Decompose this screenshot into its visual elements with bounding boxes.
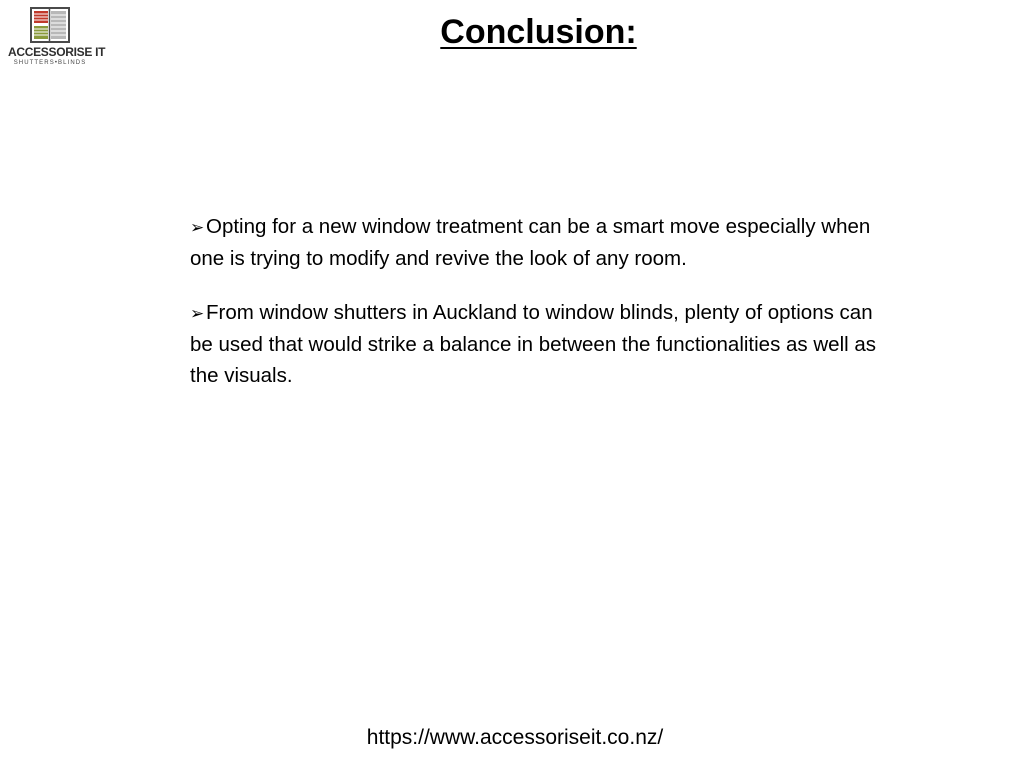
arrow-bullet-icon: ➢ [190, 218, 205, 237]
bullet-text: Opting for a new window treatment can be a smart move especially when one is trying to modify and revive the look of any room. [190, 215, 871, 270]
bullet-text: From window shutters in Auckland to window blinds, plenty of options can be used that would strike a balance in between the functionalities as well as the visuals. [190, 301, 877, 387]
bullet-item [190, 211, 890, 274]
logo-brand-name: ACCESSORISE IT [8, 45, 106, 59]
bullet-item [190, 297, 890, 391]
footer-website-url: https://www.accessoriseit.co.nz/ [366, 726, 664, 749]
arrow-bullet-icon: ➢ [190, 304, 205, 323]
slide-title: Conclusion: [440, 13, 637, 51]
bullet-list [190, 211, 890, 414]
logo-tagline: SHUTTERS•BLINDS [13, 60, 87, 66]
